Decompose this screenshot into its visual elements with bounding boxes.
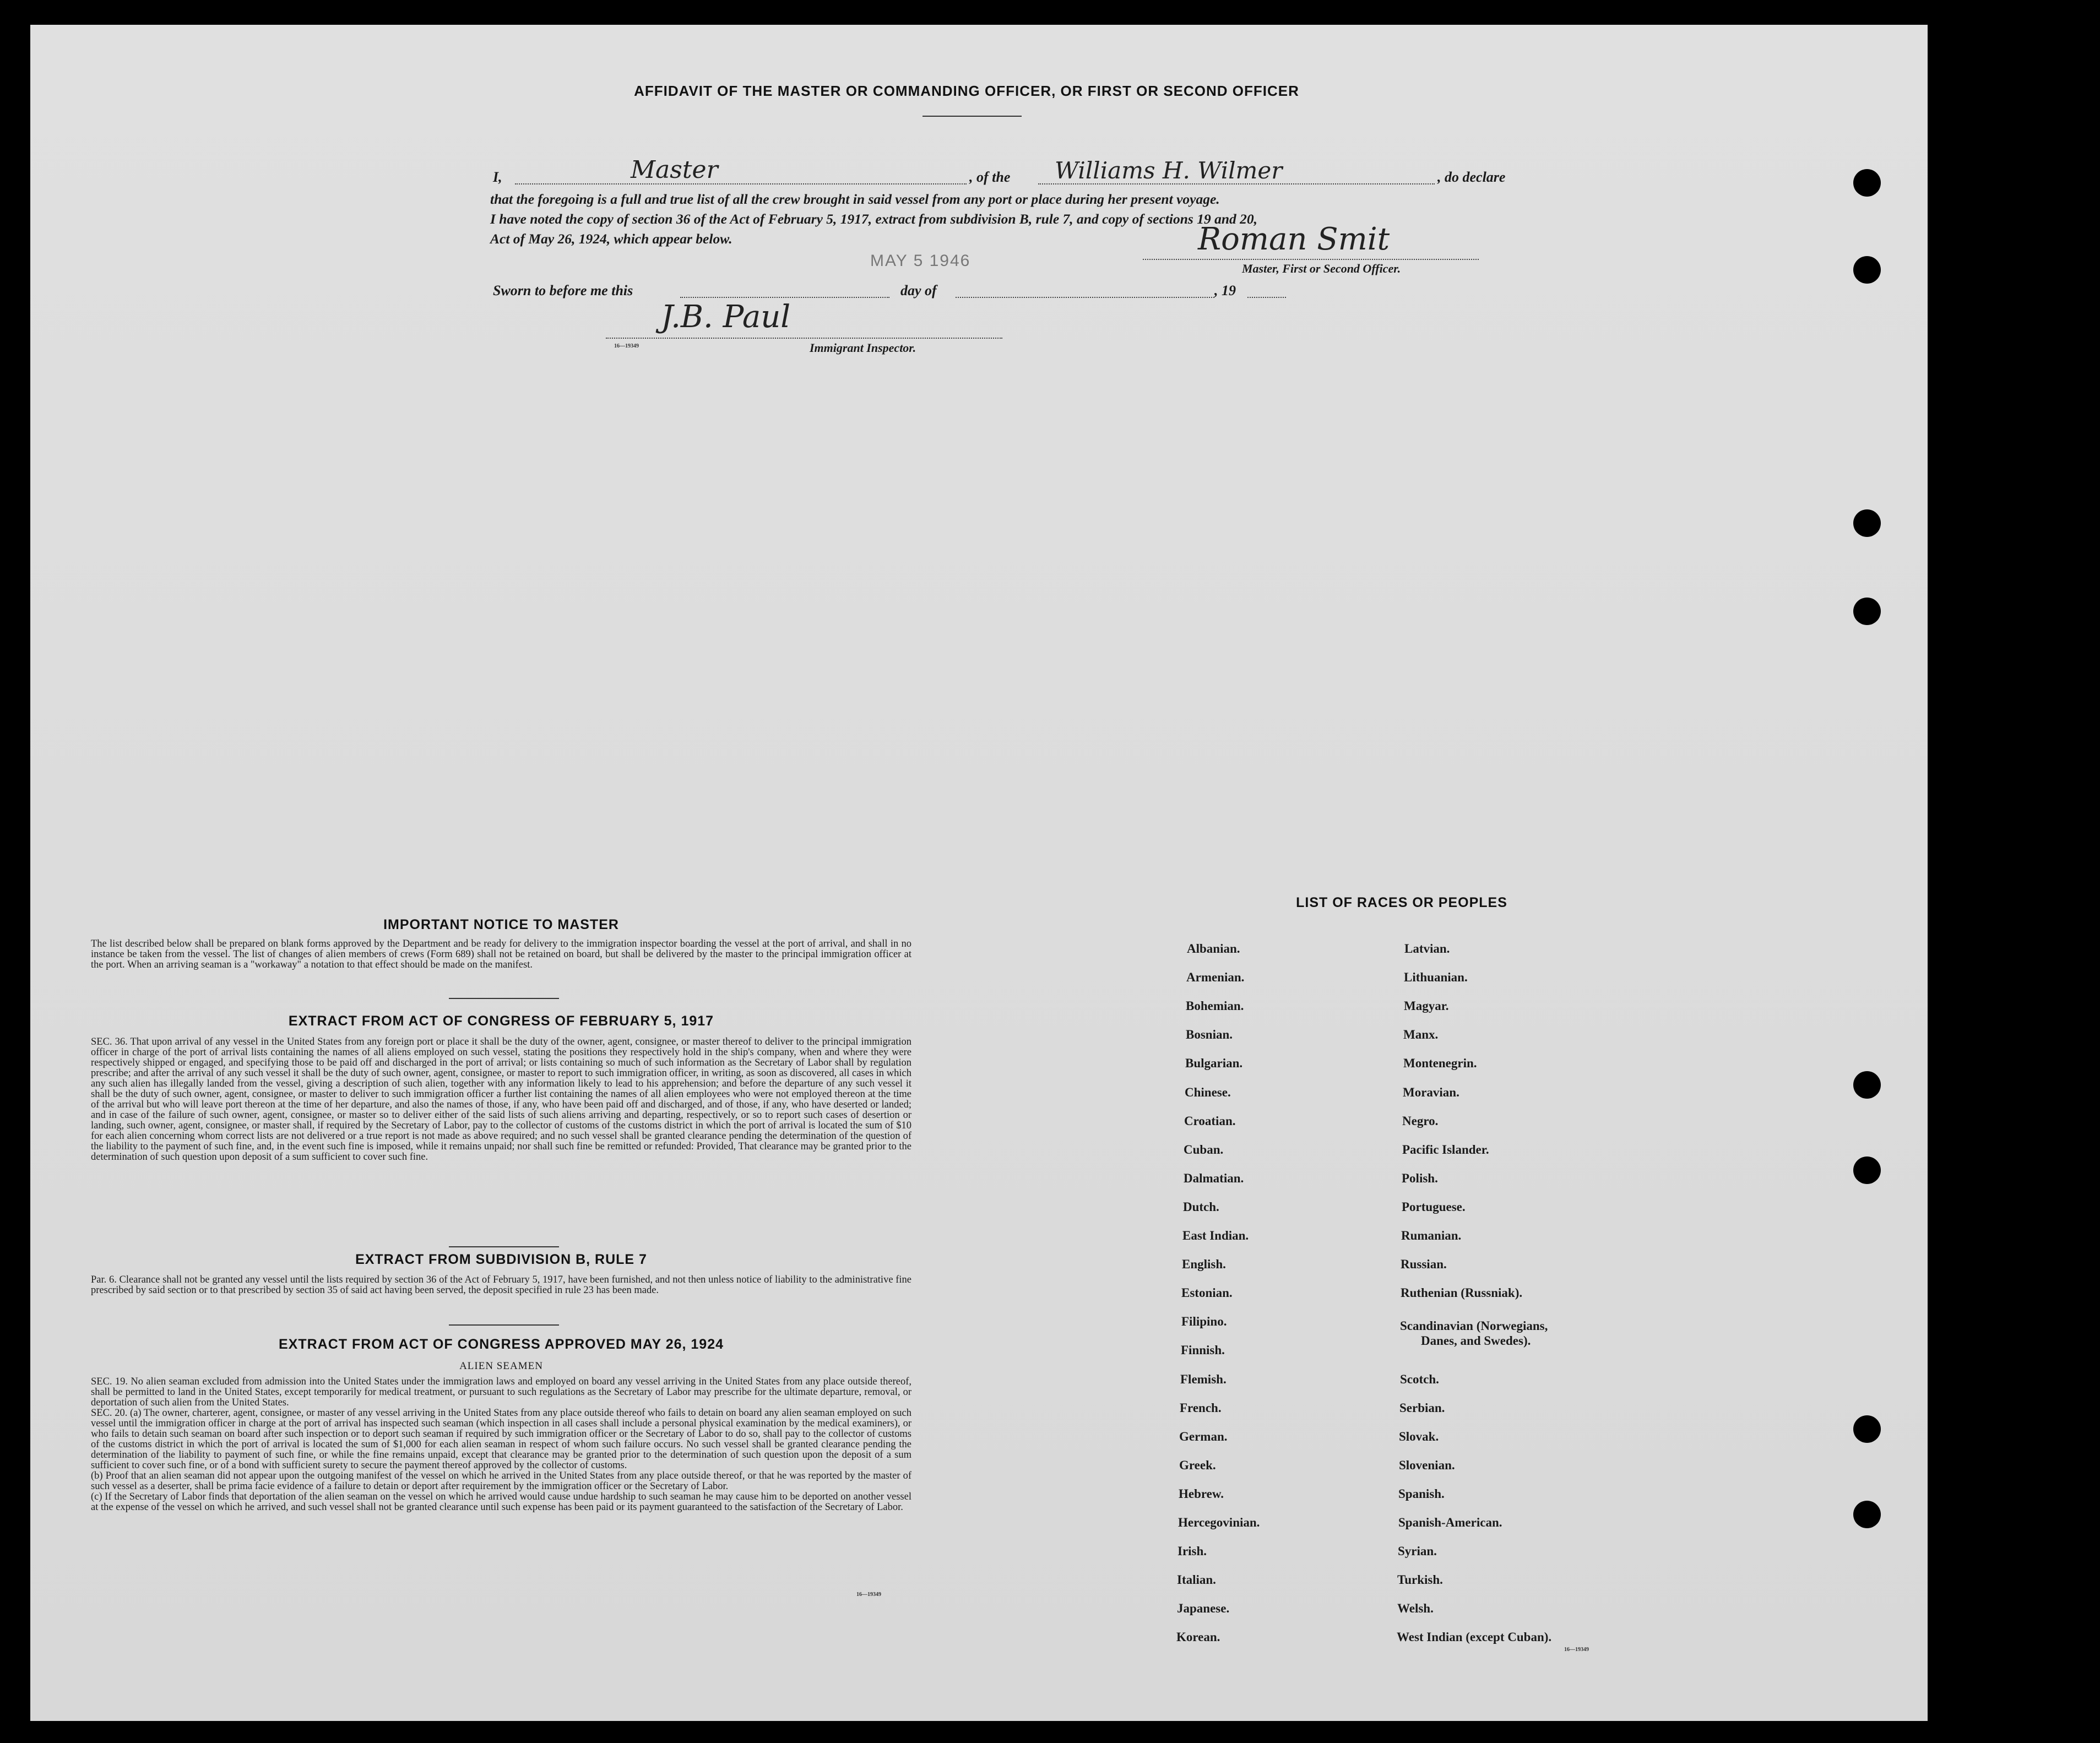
divider (449, 1246, 559, 1247)
race-item: Serbian. (1399, 1401, 1445, 1415)
extract-1917-title: EXTRACT FROM ACT OF CONGRESS OF FEBRUARY 5, 1917 (288, 1013, 714, 1029)
race-item: Manx. (1403, 1028, 1439, 1041)
form-number: 16—19349 (856, 1592, 881, 1598)
divider (449, 998, 559, 999)
race-item: Moravian. (1403, 1085, 1459, 1099)
extract-1924-body (91, 1377, 911, 1513)
race-item: Irish. (1177, 1544, 1207, 1558)
race-item: Scotch. (1400, 1372, 1439, 1386)
race-item: Flemish. (1180, 1372, 1227, 1386)
rule-7-body: Par. 6. Clearance shall not be granted any vessel until the lists required by section 36 of the Act of February 5, 1917, have been furnished, and not then unless notice of liability to the administrative fine prescribed by said section or to that prescribed by section 35 of said act having been served, the deposit specified in rule 23 has been made. (91, 1274, 911, 1296)
race-item: Negro. (1402, 1114, 1439, 1128)
divider (923, 116, 1022, 117)
handwritten-inspector-signature: J.B. Paul (661, 299, 791, 335)
race-item: Latvian. (1404, 942, 1450, 955)
punch-hole (1853, 1156, 1881, 1184)
form-number: 16—19349 (614, 343, 639, 349)
race-item: Dutch. (1183, 1200, 1219, 1214)
race-item: Spanish. (1398, 1487, 1445, 1501)
punch-hole (1853, 1415, 1881, 1443)
do-declare-label: , do declare (1437, 169, 1506, 185)
notice-body: The list described below shall be prepared on blank forms approved by the Department and be ready for delivery to the immigration inspector boarding the vessel at the port of arrival, and shall in no instance be taken from the vessel. The list of changes of alien members of crews (Form 689) shall not be retained on board, but shall be delivered by the master to the principal immigration officer at the port. When an arriving seaman is a "workaway" a notation to that effect should be made on the manifest. (91, 938, 911, 970)
race-item: Slovenian. (1399, 1458, 1455, 1472)
race-item: Bosnian. (1186, 1028, 1233, 1041)
race-item: Polish. (1402, 1171, 1438, 1185)
race-item: Slovak. (1399, 1430, 1439, 1443)
handwritten-rank: Master (631, 156, 718, 184)
inspector-caption: Immigrant Inspector. (810, 341, 916, 355)
race-item: Finnish. (1181, 1343, 1225, 1357)
form-number: 16—19349 (1564, 1647, 1589, 1653)
handwritten-vessel-name: Williams H. Wilmer (1055, 157, 1283, 184)
race-item: Japanese. (1177, 1601, 1230, 1615)
divider (449, 1324, 559, 1326)
race-item: Scandinavian (Norwegians, (1400, 1319, 1548, 1333)
i-label: I, (493, 169, 502, 185)
handwritten-signature: Roman Smit (1198, 221, 1390, 257)
race-item: Hercegovinian. (1178, 1516, 1260, 1529)
race-item: East Indian. (1182, 1229, 1249, 1242)
race-item: Syrian. (1398, 1544, 1437, 1558)
race-item: Cuban. (1184, 1143, 1224, 1156)
rule-7-title: EXTRACT FROM SUBDIVISION B, RULE 7 (355, 1252, 647, 1267)
race-item: German. (1179, 1430, 1228, 1443)
race-item: Montenegrin. (1403, 1056, 1477, 1070)
of-the-label: , of the (969, 169, 1011, 185)
race-item: Turkish. (1397, 1573, 1443, 1587)
master-signature-field (1143, 221, 1479, 260)
alien-seamen-subtitle: ALIEN SEAMEN (459, 1360, 543, 1372)
section-20a: SEC. 20. (a) The owner, charterer, agent, consignee, or master of any vessel arriving in the United States from any place outside thereof who fails to detain on board any alien seaman employed on such vessel until the immigration officer in charge at the port of arrival has inspected such seaman (which inspection in all cases shall include a personal physical examination by the medical examiners), or who fails to detain such seaman on board after such inspection or to deport such seaman if required by such immigration officer or the Secretary of Labor to do so, shall pay to the collector of customs of the customs district in which the port of arrival is located the sum of $1,000 for each alien seaman in respect of whom such failure occurs. No such vessel shall be granted clearance pending the determination of the liability to payment of such fine, or while the fine remains unpaid, except that clearance may be granted prior to the determination of such question upon the deposit of a sum sufficient to cover such fine, or of a bond with sufficient surety to secure the payment thereof approved by the collector of customs. (91, 1408, 911, 1471)
race-item: Pacific Islander. (1402, 1143, 1489, 1156)
race-item: Armenian. (1186, 970, 1245, 984)
race-item: Italian. (1177, 1573, 1216, 1587)
race-item: Bulgarian. (1185, 1056, 1243, 1070)
race-item: Rumanian. (1401, 1229, 1462, 1242)
race-item: Korean. (1176, 1630, 1220, 1644)
year-label: , 19 (1214, 283, 1236, 298)
race-item: Spanish-American. (1398, 1516, 1502, 1529)
races-title: LIST OF RACES OR PEOPLES (1296, 895, 1507, 910)
rank-field (515, 156, 967, 184)
punch-hole (1853, 598, 1881, 625)
race-item: English. (1182, 1257, 1226, 1271)
sworn-day-field (680, 284, 889, 298)
race-item: Lithuanian. (1404, 970, 1468, 984)
race-item-continuation: Danes, and Swedes). (1421, 1334, 1531, 1348)
race-item: Albanian. (1187, 942, 1240, 955)
race-item: Dalmatian. (1184, 1171, 1244, 1185)
race-item: Estonian. (1181, 1286, 1233, 1300)
affidavit-title: AFFIDAVIT OF THE MASTER OR COMMANDING OFFICER, OR FIRST OR SECOND OFFICER (634, 83, 1299, 99)
vessel-field (1038, 157, 1435, 184)
race-item: Hebrew. (1179, 1487, 1224, 1501)
race-item: French. (1180, 1401, 1222, 1415)
race-item: Bohemian. (1186, 999, 1244, 1013)
sworn-label: Sworn to before me this (493, 283, 633, 298)
inspector-signature-field (606, 299, 1002, 339)
section-19: SEC. 19. No alien seaman excluded from admission into the United States under the immigration laws and employed on board any vessel arriving in the United States from any place outside thereof, shall be permitted to land in the United States, except temporarily for medical treatment, or pursuant to such regulations as the Secretary of Labor may prescribe for the ultimate departure, removal, or deportation of such alien from the United States. (91, 1376, 911, 1408)
race-item: Russian. (1401, 1257, 1447, 1271)
signature-caption: Master, First or Second Officer. (1242, 262, 1401, 275)
document-page (30, 25, 1928, 1721)
race-item: West Indian (except Cuban). (1397, 1630, 1552, 1644)
punch-hole (1853, 256, 1881, 284)
date-stamp: MAY 5 1946 (870, 252, 971, 270)
sworn-year-field (1247, 284, 1286, 298)
punch-hole (1853, 169, 1881, 197)
race-item: Greek. (1179, 1458, 1216, 1472)
section-20b: (b) Proof that an alien seaman did not appear upon the outgoing manifest of the vessel on which he arrived in the United States from any place outside thereof, or that he was reported by the master of such vessel as a deserter, shall be prima facie evidence of a failure to detain or deport after requirement by the immigration officer or the Secretary of Labor. (91, 1470, 911, 1492)
race-item: Chinese. (1185, 1085, 1231, 1099)
section-20c: (c) If the Secretary of Labor finds that deportation of the alien seaman on the vessel on which he arrived would cause undue hardship to such seaman he may cause him to be deported on another vessel at the expense of the vessel on which he arrived, and such vessel shall not be granted clearance until such expense has been paid or its payment guaranteed to the satisfaction of the Secretary of Labor. (91, 1491, 911, 1513)
declaration-line-2: I have noted the copy of section 36 of the Act of February 5, 1917, extract from subdivision B, rule 7, and copy of sections 19 and 20, (490, 211, 1258, 227)
extract-1917-body: SEC. 36. That upon arrival of any vessel in the United States from any foreign port or place it shall be the duty of the owner, agent, consignee, or master thereof to deliver to the principal immigration officer in charge of the port of arrival lists containing the names of all aliens employed on such vessel, stating the positions they respectively hold in the ship's company, when and where they were respectively shipped or engaged, and specifying those to be paid off and discharged in the port of arrival; or lists containing so much of such information as the Secretary of Labor shall by regulation prescribe; and after the arrival of any such vessel it shall be the duty of such owner, agent, consignee, or master to report to such immigration officer, in writing, as soon as discovered, all cases in which any such alien has illegally landed from the vessel, giving a description of such alien, together with any information likely to lead to his apprehension; and before the departure of any such vessel it shall be the duty of such owner, agent, consignee, or master to deliver to such immigration officer a further list containing the names of all alien employees who were not employed thereon at the time of the arrival but who will leave port thereon at the time of her departure, and also the names of those, if any, who have been paid off and discharged, and of those, if any, who have deserted or landed; and in case of the failure of such owner, agent, consignee, or master so to deliver either of the said lists of such aliens arriving and departing, respectively, or so to report such cases of desertion or landing, such owner, agent, consignee, or master shall, if required by the Secretary of Labor, pay to the collector of customs of the customs district in which the port of arrival is located the sum of $10 for each alien concerning whom correct lists are not delivered or a true report is not made as above required; and no such vessel shall be granted clearance pending the determination of the question of the liability to the payment of such fine, and, in the event such fine is imposed, while it remains unpaid; nor shall such fine be remitted or refunded: Provided, That clearance may be granted prior to the determination of such question upon deposit of a sum sufficient to cover such fine. (91, 1036, 911, 1163)
punch-hole (1853, 1501, 1881, 1528)
race-item: Filipino. (1181, 1315, 1227, 1328)
declaration-line-3: Act of May 26, 1924, which appear below. (490, 231, 732, 247)
extract-1924-title: EXTRACT FROM ACT OF CONGRESS APPROVED MAY 26, 1924 (278, 1337, 724, 1352)
race-item: Portuguese. (1402, 1200, 1466, 1214)
race-item: Welsh. (1397, 1601, 1434, 1615)
punch-hole (1853, 1071, 1881, 1099)
race-item: Ruthenian (Russniak). (1401, 1286, 1523, 1300)
punch-hole (1853, 509, 1881, 537)
day-of-label: day of (900, 283, 937, 298)
declaration-line-1: that the foregoing is a full and true list of all the crew brought in said vessel from any port or place during her present voyage. (490, 191, 1220, 207)
race-item: Magyar. (1404, 999, 1449, 1013)
race-item: Croatian. (1184, 1114, 1236, 1128)
notice-title: IMPORTANT NOTICE TO MASTER (383, 917, 619, 932)
sworn-month-field (956, 284, 1214, 298)
